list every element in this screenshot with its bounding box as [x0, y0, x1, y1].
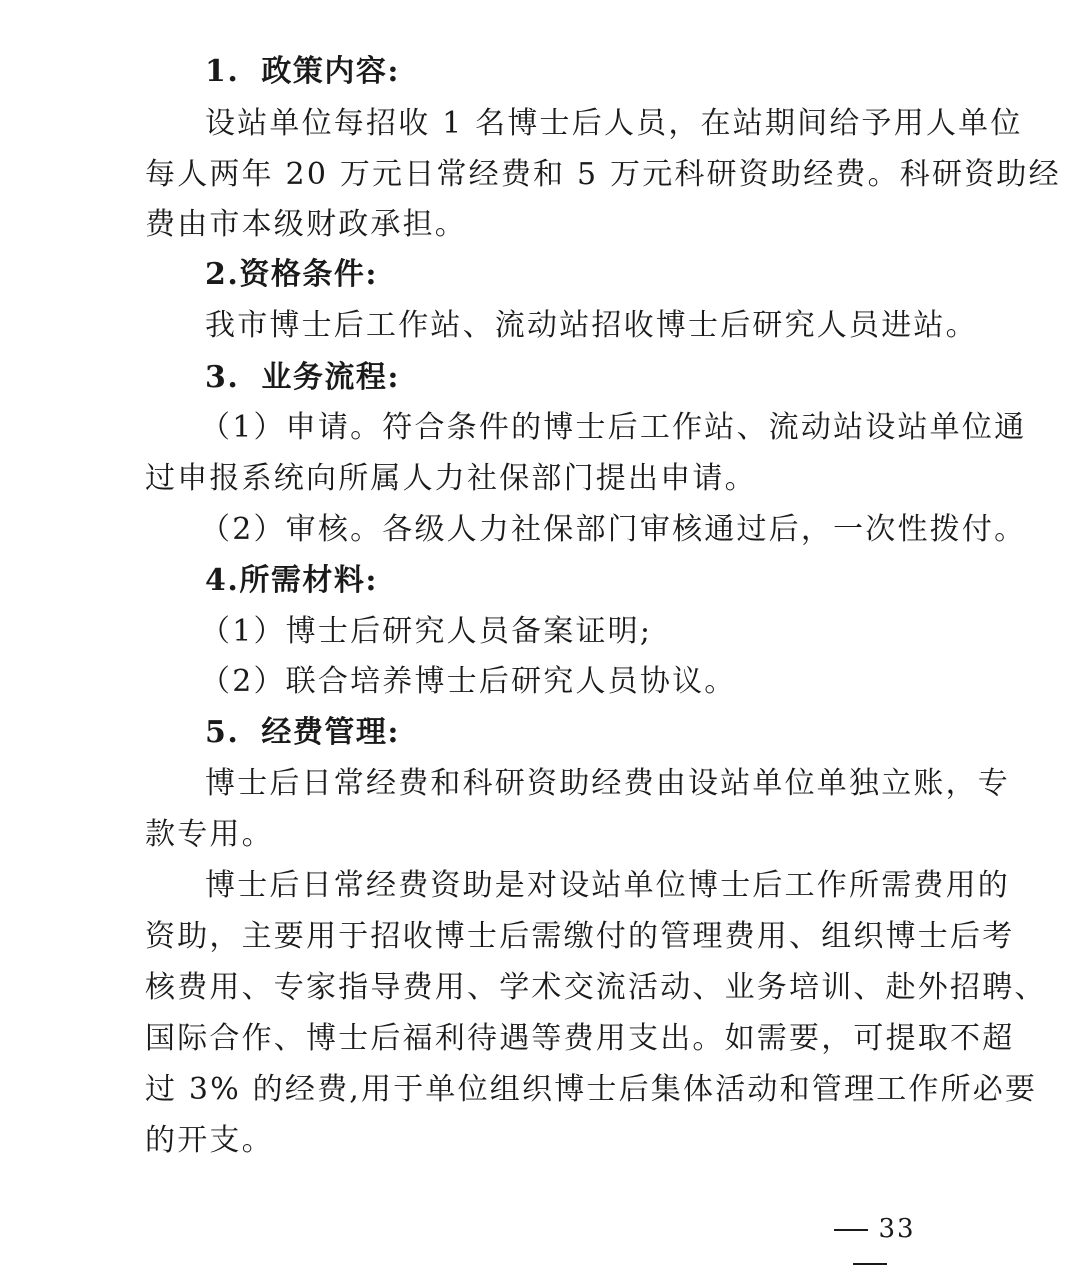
list-item-line: （1）申请。符合条件的博士后工作站、流动站设站单位通	[200, 410, 1027, 445]
paragraph-line: 博士后日常经费和科研资助经费由设站单位单独立账，专	[205, 766, 1010, 801]
section-number: 1.	[205, 54, 240, 89]
paragraph-line: 国际合作、博士后福利待遇等费用支出。如需要，可提取不超	[145, 1021, 1015, 1056]
dash-right	[853, 1263, 887, 1265]
list-item: （2）联合培养博士后研究人员协议。	[200, 664, 737, 699]
list-item-line: （2）审核。各级人力社保部门审核通过后，一次性拨付。	[200, 512, 1027, 547]
list-item: （1）博士后研究人员备案证明;	[200, 614, 653, 649]
section-title: 政策内容:	[261, 54, 400, 89]
section-number: 3.	[205, 360, 240, 395]
paragraph-line: 博士后日常经费资助是对设站单位博士后工作所需费用的	[205, 868, 1010, 903]
dash-left	[834, 1229, 868, 1231]
page-number-value: 33	[878, 1214, 916, 1244]
paragraph-line: 款专用。	[145, 817, 274, 852]
section-heading-materials: 4.所需材料:	[205, 563, 378, 598]
section-number: 5.	[205, 715, 240, 750]
section-heading-funding	[205, 713, 945, 753]
paragraph-line: 过 3% 的经费,用于单位组织博士后集体活动和管理工作所必要	[145, 1072, 1038, 1107]
section-heading-process	[205, 358, 945, 398]
paragraph-line: 费由市本级财政承担。	[145, 207, 467, 242]
section-heading-eligibility: 2.资格条件:	[205, 257, 378, 292]
paragraph-line: 资助，主要用于招收博士后需缴付的管理费用、组织博士后考	[145, 919, 1015, 954]
section-heading-policy	[205, 52, 945, 92]
section-title: 经费管理:	[261, 715, 400, 750]
paragraph-line: 设站单位每招收 1 名博士后人员，在站期间给予用人单位	[205, 106, 1023, 141]
paragraph-line: 每人两年 20 万元日常经费和 5 万元科研资助经费。科研资助经	[145, 157, 1061, 192]
paragraph-line: 的开支。	[145, 1123, 274, 1158]
paragraph-line: 我市博士后工作站、流动站招收博士后研究人员进站。	[205, 308, 978, 343]
page-number	[800, 1212, 940, 1280]
paragraph-line: 核费用、专家指导费用、学术交流活动、业务培训、赴外招聘、	[145, 970, 1047, 1005]
list-item-line: 过申报系统向所属人力社保部门提出申请。	[145, 461, 757, 496]
section-title: 业务流程:	[261, 360, 400, 395]
